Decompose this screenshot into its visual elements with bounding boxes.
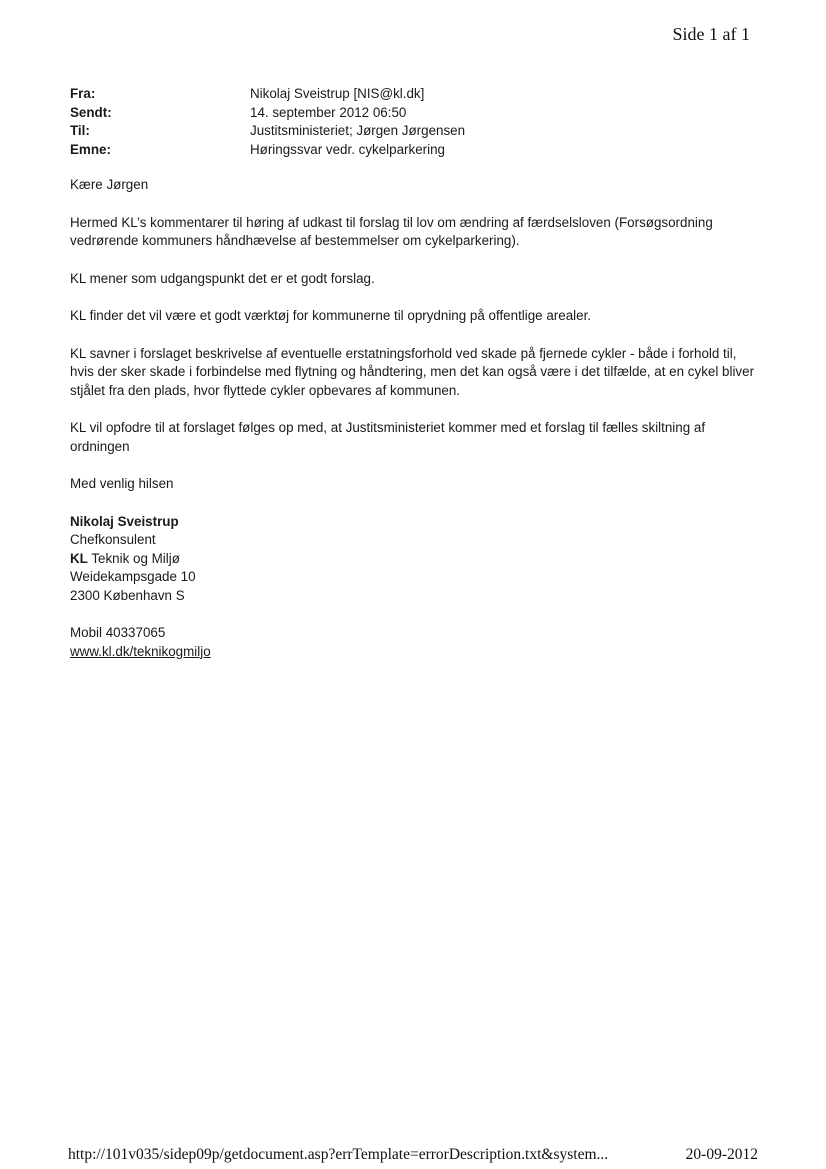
paragraph: Hermed KL’s kommentarer til høring af udkast til forslag til lov om ændring af færdselsloven (Forsøgsordning vedrørende kommuners håndhævelse af bestemmelser om cykelparkering). xyxy=(70,214,713,248)
to-value: Justitsministeriet; Jørgen Jørgensen xyxy=(250,123,466,138)
signature-block xyxy=(70,513,760,606)
contact-block xyxy=(70,624,760,661)
signature-department-line xyxy=(70,550,760,569)
paragraph: KL savner i forslaget beskrivelse af eventuelle erstatningsforhold ved skade på fjernede cykler - både i forhold til, hvis der sker skade i forbindelse med flytning og håndtering, men det kan også være i det tilfælde, at en cykel bliver stjålet fra den plads, hvor flyttede cykler opbevares af kommunen. xyxy=(70,345,755,398)
signoff: Med venlig hilsen xyxy=(70,476,174,491)
footer-url: http://101v035/sidep09p/getdocument.asp?errTemplate=errorDescription.txt&system... xyxy=(68,1146,609,1163)
email-document xyxy=(70,85,760,661)
from-value: Nikolaj Sveistrup [NIS@kl.dk] xyxy=(250,86,425,101)
page-number: Side 1 af 1 xyxy=(672,24,750,44)
email-header xyxy=(70,85,760,159)
paragraph: KL vil opfodre til at forslaget følges op med, at Justitsministeriet kommer med et forslag til fælles skiltning af ordningen xyxy=(70,420,706,454)
subject-label: Emne: xyxy=(70,141,111,157)
page-footer xyxy=(68,1146,758,1164)
header-sent xyxy=(70,104,760,123)
from-label: Fra: xyxy=(70,86,96,101)
signature-title: Chefkonsulent xyxy=(70,532,156,547)
greeting: Kære Jørgen xyxy=(70,177,149,192)
header-from xyxy=(70,85,760,104)
paragraph: KL finder det vil være et godt værktøj for kommunerne til oprydning på offentlige arealer. xyxy=(70,308,592,323)
header-subject xyxy=(70,141,760,160)
signature-mobile: Mobil 40337065 xyxy=(70,625,166,640)
header-to xyxy=(70,122,760,141)
signature-street: Weidekampsgade 10 xyxy=(70,569,196,584)
signature-city: 2300 København S xyxy=(70,587,185,603)
signature-department: Teknik og Miljø xyxy=(91,550,180,566)
website-link[interactable]: www.kl.dk/teknikogmiljo xyxy=(70,643,211,659)
sent-value: 14. september 2012 06:50 xyxy=(250,104,407,120)
signature-org: KL xyxy=(70,550,88,566)
paragraph: KL mener som udgangspunkt det er et godt forslag. xyxy=(70,270,375,286)
footer-date: 20-09-2012 xyxy=(685,1146,758,1163)
to-label: Til: xyxy=(70,123,90,138)
subject-value: Høringssvar vedr. cykelparkering xyxy=(250,141,445,157)
signature-name: Nikolaj Sveistrup xyxy=(70,513,179,529)
sent-label: Sendt: xyxy=(70,104,112,120)
